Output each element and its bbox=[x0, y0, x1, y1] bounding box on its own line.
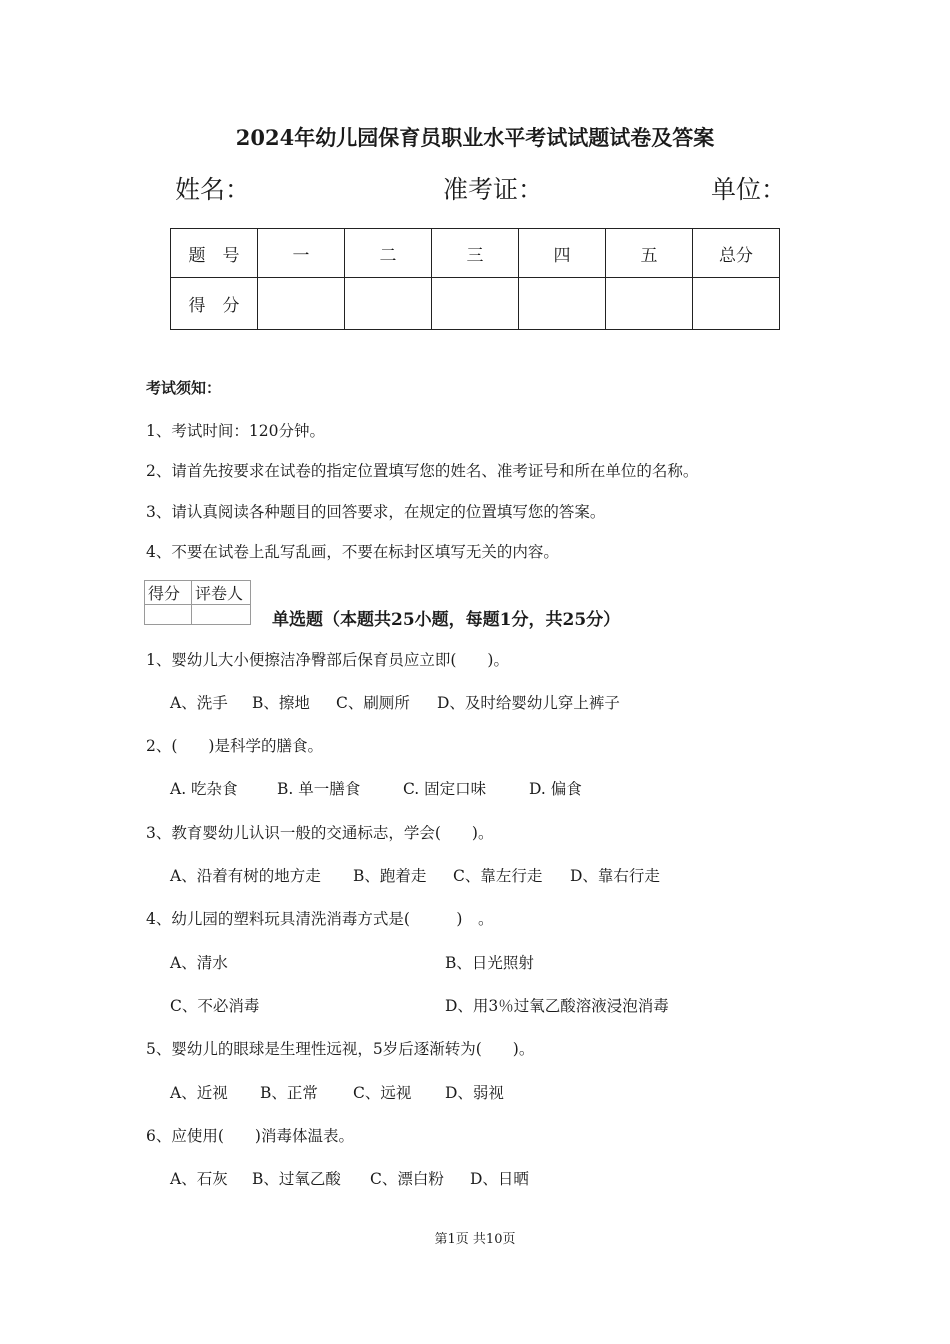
question-option[interactable]: B. 单一膳食 bbox=[277, 780, 361, 798]
question-option[interactable]: A. 吃杂食 bbox=[170, 780, 238, 798]
exam-id-label: 准考证： bbox=[443, 175, 544, 204]
notice-item: 4、不要在试卷上乱写乱画，不要在标封区填写无关的内容。 bbox=[146, 543, 559, 561]
grader-score-cell[interactable] bbox=[145, 605, 192, 625]
score-cell-5[interactable] bbox=[606, 278, 693, 330]
question-option[interactable]: A、洗手 bbox=[170, 694, 228, 712]
score-cell-4[interactable] bbox=[519, 278, 606, 330]
question-option[interactable]: C、漂白粉 bbox=[370, 1170, 444, 1188]
question-option[interactable]: A、沿着有树的地方走 bbox=[170, 867, 321, 885]
question-option[interactable]: D、日晒 bbox=[470, 1170, 529, 1188]
grader-score-label: 得分 bbox=[145, 581, 192, 605]
score-header-label: 题 号 bbox=[171, 229, 258, 278]
question-option[interactable]: D、靠右行走 bbox=[570, 867, 660, 885]
question-option[interactable]: C、不必消毒 bbox=[170, 997, 260, 1015]
question-option[interactable]: D. 偏食 bbox=[529, 780, 582, 798]
question-option[interactable]: D、弱视 bbox=[445, 1084, 504, 1102]
score-cell-3[interactable] bbox=[432, 278, 519, 330]
score-header-4: 四 bbox=[519, 229, 606, 278]
page-title: 2024年幼儿园保育员职业水平考试试题试卷及答案 bbox=[235, 125, 715, 150]
question-stem: 4、幼儿园的塑料玩具清洗消毒方式是( ) 。 bbox=[146, 910, 494, 928]
question-stem: 2、( )是科学的膳食。 bbox=[146, 737, 323, 755]
question-stem: 6、应使用( )消毒体温表。 bbox=[146, 1127, 354, 1145]
question-option[interactable]: A、石灰 bbox=[170, 1170, 228, 1188]
question-option[interactable]: A、近视 bbox=[170, 1084, 228, 1102]
question-option[interactable]: C、刷厕所 bbox=[336, 694, 410, 712]
question-option[interactable]: B、擦地 bbox=[252, 694, 310, 712]
score-table bbox=[170, 228, 780, 330]
question-option[interactable]: C、远视 bbox=[353, 1084, 412, 1102]
notice-heading: 考试须知： bbox=[146, 379, 222, 397]
score-header-2: 二 bbox=[345, 229, 432, 278]
page-footer: 第1页 共10页 bbox=[434, 1232, 516, 1247]
question-option[interactable]: B、日光照射 bbox=[445, 954, 534, 972]
unit-label: 单位： bbox=[711, 175, 787, 204]
score-cell-total[interactable] bbox=[693, 278, 780, 330]
section-title: 单选题（本题共25小题，每题1分，共25分） bbox=[272, 610, 621, 630]
question-option[interactable]: C、靠左行走 bbox=[453, 867, 543, 885]
name-label: 姓名： bbox=[175, 175, 251, 204]
question-option[interactable]: C. 固定口味 bbox=[403, 780, 487, 798]
grader-box bbox=[144, 580, 251, 625]
question-option[interactable]: D、及时给婴幼儿穿上裤子 bbox=[437, 694, 620, 712]
score-header-total: 总分 bbox=[693, 229, 780, 278]
question-stem: 5、婴幼儿的眼球是生理性远视，5岁后逐渐转为( )。 bbox=[146, 1040, 535, 1058]
notice-item: 3、请认真阅读各种题目的回答要求，在规定的位置填写您的答案。 bbox=[146, 503, 606, 521]
grader-reviewer-label: 评卷人 bbox=[192, 581, 251, 605]
score-cell-2[interactable] bbox=[345, 278, 432, 330]
question-option[interactable]: A、清水 bbox=[170, 954, 228, 972]
question-stem: 1、婴幼儿大小便擦洁净臀部后保育员应立即( )。 bbox=[146, 651, 509, 669]
question-option[interactable]: B、跑着走 bbox=[353, 867, 427, 885]
score-header-1: 一 bbox=[258, 229, 345, 278]
question-option[interactable]: B、过氧乙酸 bbox=[252, 1170, 341, 1188]
notice-item: 1、考试时间：120分钟。 bbox=[146, 422, 325, 440]
score-row-label: 得 分 bbox=[171, 278, 258, 330]
question-option[interactable]: B、正常 bbox=[260, 1084, 318, 1102]
question-stem: 3、教育婴幼儿认识一般的交通标志，学会( )。 bbox=[146, 824, 494, 842]
score-header-3: 三 bbox=[432, 229, 519, 278]
notice-item: 2、请首先按要求在试卷的指定位置填写您的姓名、准考证号和所在单位的名称。 bbox=[146, 462, 699, 480]
score-header-5: 五 bbox=[606, 229, 693, 278]
question-option[interactable]: D、用3％过氧乙酸溶液浸泡消毒 bbox=[445, 997, 669, 1015]
grader-reviewer-cell[interactable] bbox=[192, 605, 251, 625]
score-cell-1[interactable] bbox=[258, 278, 345, 330]
